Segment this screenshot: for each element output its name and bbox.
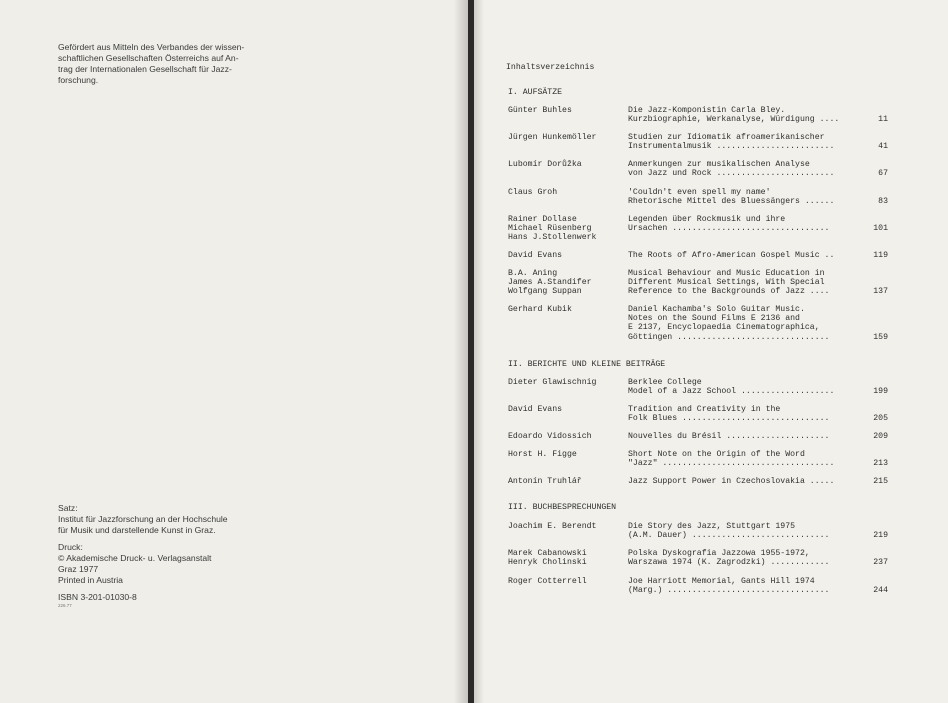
author-name: B.A. Aning — [508, 269, 558, 278]
title-line: Tradition and Creativity in the — [628, 405, 781, 414]
satz-line: Institut für Jazzforschung an der Hochschule — [58, 514, 228, 524]
author-name: Edoardo Vidossich — [508, 432, 592, 441]
entry-authors — [508, 133, 596, 142]
entry-authors — [508, 160, 582, 169]
gutter-shadow — [474, 0, 484, 703]
title-line: Nouvelles du Brésil ..................... — [628, 432, 830, 441]
author-name: Hans J.Stollenwerk — [508, 233, 597, 243]
author-name: Michael Rüsenberg — [508, 224, 592, 234]
entry-title — [628, 305, 829, 342]
entry-authors — [508, 215, 596, 243]
author-name: David Evans — [508, 405, 563, 414]
page-number: 67 — [878, 169, 888, 179]
author-name: Gerhard Kubik — [508, 305, 572, 314]
page-number: 83 — [878, 197, 888, 207]
author-name: Antonín Truhlář — [508, 477, 582, 486]
title-line: Studien zur Idiomatik afroamerikanischer — [628, 133, 825, 142]
title-line: "Jazz" ................................... — [628, 459, 835, 469]
author-name: Dieter Glawischnig — [508, 378, 597, 387]
title-line: Different Musical Settings, With Special — [628, 278, 825, 288]
entry-title — [628, 269, 829, 297]
entry-title — [628, 378, 834, 396]
section-heading: III. BUCHBESPRECHUNGEN — [508, 503, 617, 512]
author-name: Claus Groh — [508, 188, 558, 197]
author-name: Günter Buhles — [508, 106, 572, 115]
title-line: E 2137, Encyclopaedia Cinematographica, — [628, 323, 820, 333]
entry-title — [628, 477, 834, 486]
author-name: Rainer Dollase — [508, 215, 577, 224]
funding-line: forschung. — [58, 75, 99, 85]
funding-note — [58, 42, 268, 86]
funding-line: schaftlichen Gesellschaften Österreichs auf An- — [58, 53, 239, 63]
entry-authors — [508, 305, 572, 314]
title-line: Joe Harriott Memorial, Gants Hill 1974 — [628, 577, 815, 586]
author-name: James A.Standifer — [508, 278, 592, 288]
title-line: Anmerkungen zur musikalischen Analyse — [628, 160, 810, 169]
entry-authors — [508, 522, 596, 531]
page-number: 215 — [873, 477, 888, 486]
page-number: 219 — [873, 531, 888, 541]
funding-line: Gefördert aus Mitteln des Verbandes der wissen- — [58, 42, 245, 52]
entry-authors — [508, 577, 587, 586]
toc-entry — [508, 305, 888, 345]
title-line: von Jazz und Rock ........................ — [628, 169, 835, 179]
satz-block — [58, 503, 273, 536]
section-heading: II. BERICHTE UND KLEINE BEITRÄGE — [508, 360, 666, 369]
title-line: Daniel Kachamba's Solo Guitar Music. — [628, 305, 805, 314]
entry-title — [628, 215, 829, 233]
title-line: Ursachen ................................ — [628, 224, 830, 234]
title-line: The Roots of Afro-American Gospel Music .. — [628, 251, 835, 260]
entry-title — [628, 251, 834, 260]
entry-authors — [508, 432, 592, 441]
title-line: Berklee College — [628, 378, 702, 387]
author-name: Jürgen Hunkemöller — [508, 133, 597, 142]
entry-title — [628, 522, 829, 540]
title-line: Göttingen ............................... — [628, 332, 830, 342]
page-number: 137 — [873, 287, 888, 297]
page-number: 213 — [873, 459, 888, 469]
druck-label: Druck: — [58, 542, 83, 552]
title-line: Short Note on the Origin of the Word — [628, 450, 805, 459]
author-name: Marek Cabanowski — [508, 549, 587, 558]
title-line: Legenden über Rockmusik und ihre — [628, 215, 786, 224]
title-line: Warszawa 1974 (K. Zagrodzki) ............ — [628, 558, 830, 568]
entry-title — [628, 106, 839, 124]
entry-authors — [508, 106, 572, 115]
entry-title — [628, 405, 829, 423]
toc-title: Inhaltsverzeichnis — [506, 63, 595, 72]
title-line: 'Couldn't even spell my name' — [628, 188, 771, 197]
imprint — [58, 503, 273, 609]
druck-line: © Akademische Druck- u. Verlagsanstalt — [58, 553, 212, 563]
title-line: Notes on the Sound Films E 2136 and — [628, 314, 800, 324]
title-line: Model of a Jazz School ................... — [628, 387, 835, 397]
druck-line: Printed in Austria — [58, 575, 123, 585]
title-line: Kurzbiographie, Werkanalyse, Würdigung .... — [628, 115, 840, 125]
toc-entry — [508, 269, 888, 309]
title-line: Reference to the Backgrounds of Jazz .... — [628, 287, 830, 297]
author-name: Lubomír Dorůžka — [508, 160, 582, 169]
title-line: Instrumentalmusik ........................ — [628, 142, 835, 152]
page-number: 205 — [873, 414, 888, 424]
druck-block — [58, 542, 273, 586]
page-number: 244 — [873, 586, 888, 596]
satz-label: Satz: — [58, 503, 78, 513]
author-name: Joachim E. Berendt — [508, 522, 597, 531]
entry-title — [628, 549, 829, 567]
entry-authors — [508, 405, 562, 414]
entry-title — [628, 432, 829, 441]
entry-title — [628, 188, 834, 206]
entry-authors — [508, 269, 592, 297]
page-number: 101 — [873, 224, 888, 234]
title-line: (A.M. Dauer) ............................ — [628, 531, 830, 541]
author-name: Roger Cotterrell — [508, 577, 587, 586]
title-line: Die Jazz-Komponistin Carla Bley. — [628, 106, 786, 115]
print-code: 226.77 — [58, 603, 72, 608]
satz-line: für Musik und darstellende Kunst in Graz. — [58, 525, 216, 535]
isbn: ISBN 3-201-01030-8 — [58, 592, 137, 602]
toc-entry — [508, 215, 888, 255]
author-name: Henryk Cholinski — [508, 558, 587, 568]
title-line: Polska Dyskografia Jazzowa 1955-1972, — [628, 549, 810, 558]
gutter-shadow — [454, 0, 468, 703]
title-line: (Marg.) ................................. — [628, 586, 830, 596]
author-name: David Evans — [508, 251, 563, 260]
author-name: Wolfgang Suppan — [508, 287, 582, 297]
left-page — [0, 0, 468, 703]
entry-authors — [508, 251, 562, 260]
entry-authors — [508, 378, 596, 387]
title-line: Folk Blues .............................. — [628, 414, 830, 424]
page-number: 41 — [878, 142, 888, 152]
page-number: 237 — [873, 558, 888, 568]
funding-line: trag der Internationalen Gesellschaft für Jazz- — [58, 64, 232, 74]
title-line: Musical Behaviour and Music Education in — [628, 269, 825, 278]
page-number: 159 — [873, 332, 888, 342]
entry-title — [628, 133, 834, 151]
page-number: 209 — [873, 432, 888, 441]
author-name: Horst H. Figge — [508, 450, 577, 459]
entry-authors — [508, 450, 577, 459]
title-line: Die Story des Jazz, Stuttgart 1975 — [628, 522, 796, 531]
toc-entry — [508, 577, 888, 617]
druck-line: Graz 1977 — [58, 564, 99, 574]
page-number: 11 — [878, 115, 888, 125]
entry-authors — [508, 477, 582, 486]
title-line: Jazz Support Power in Czechoslovakia ..... — [628, 477, 835, 486]
entry-title — [628, 577, 829, 595]
entry-authors — [508, 549, 587, 567]
section-heading: I. AUFSÄTZE — [508, 88, 563, 97]
title-line: Rhetorische Mittel des Bluessängers ...... — [628, 197, 835, 207]
page-number: 119 — [873, 251, 888, 260]
entry-authors — [508, 188, 557, 197]
entry-title — [628, 450, 834, 468]
entry-title — [628, 160, 834, 178]
page-number: 199 — [873, 387, 888, 397]
